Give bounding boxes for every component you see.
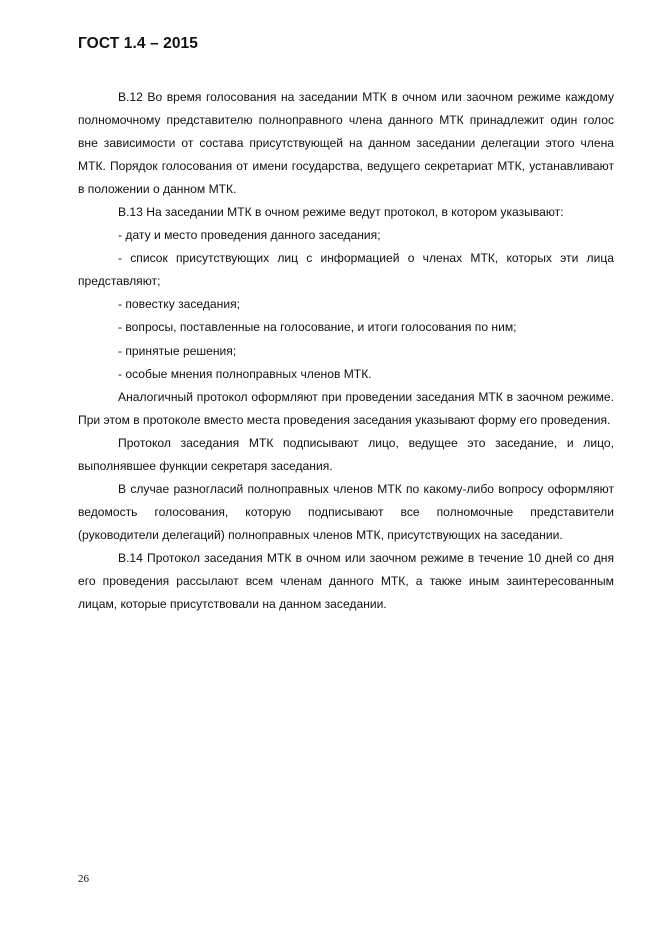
list-item-decisions: - принятые решения; (118, 343, 237, 358)
document-header: ГОСТ 1.4 – 2015 (78, 35, 198, 52)
paragraph-b12: В.12 Во время голосования на заседании МТК в очном или заочном режиме каждому полномочному представителю полноправного члена данного МТК принадлежит один голос вне зависимости от состава присутствующей на данном заседании делегации этого члена МТК. Порядок голосования от имени государства, ведущего секретариат МТК, устанавливают в положении о данном МТК. (78, 90, 614, 197)
paragraph-disagreements: В случае разногласий полноправных членов МТК по какому-либо вопросу оформляют ведомость голосования, которую подписывают все полномочные представители (руководители делегаций) полноправных членов МТК, присутствующих на заседании. (78, 481, 614, 542)
paragraph-protocol-signing: Протокол заседания МТК подписывают лицо, ведущее это заседание, и лицо, выполнявшее функции секретаря заседания. (78, 435, 614, 473)
list-item-attendees: - список присутствующих лиц с информацией о членах МТК, которых эти лица представляют; (78, 251, 614, 289)
paragraph-absentee-protocol: Аналогичный протокол оформляют при проведении заседания МТК в заочном режиме. При этом в протоколе вместо места проведения заседания указывают форму его проведения. (78, 389, 614, 427)
list-item-agenda: - повестку заседания; (118, 297, 241, 312)
list-item-date-place: - дату и место проведения данного заседания; (118, 228, 381, 243)
paragraph-b13: В.13 На заседании МТК в очном режиме ведут протокол, в котором указывают: (118, 205, 564, 220)
list-item-voting-questions: - вопросы, поставленные на голосование, и итоги голосования по ним; (118, 320, 517, 335)
list-item-special-opinions: - особые мнения полноправных членов МТК. (118, 366, 372, 381)
document-body (78, 86, 614, 616)
paragraph-b14: В.14 Протокол заседания МТК в очном или заочном режиме в течение 10 дней со дня его проведения рассылают всем членам данного МТК, а также иным заинтересованным лицам, которые присутствовали на данном заседании. (78, 550, 614, 612)
page-number: 26 (78, 873, 89, 885)
